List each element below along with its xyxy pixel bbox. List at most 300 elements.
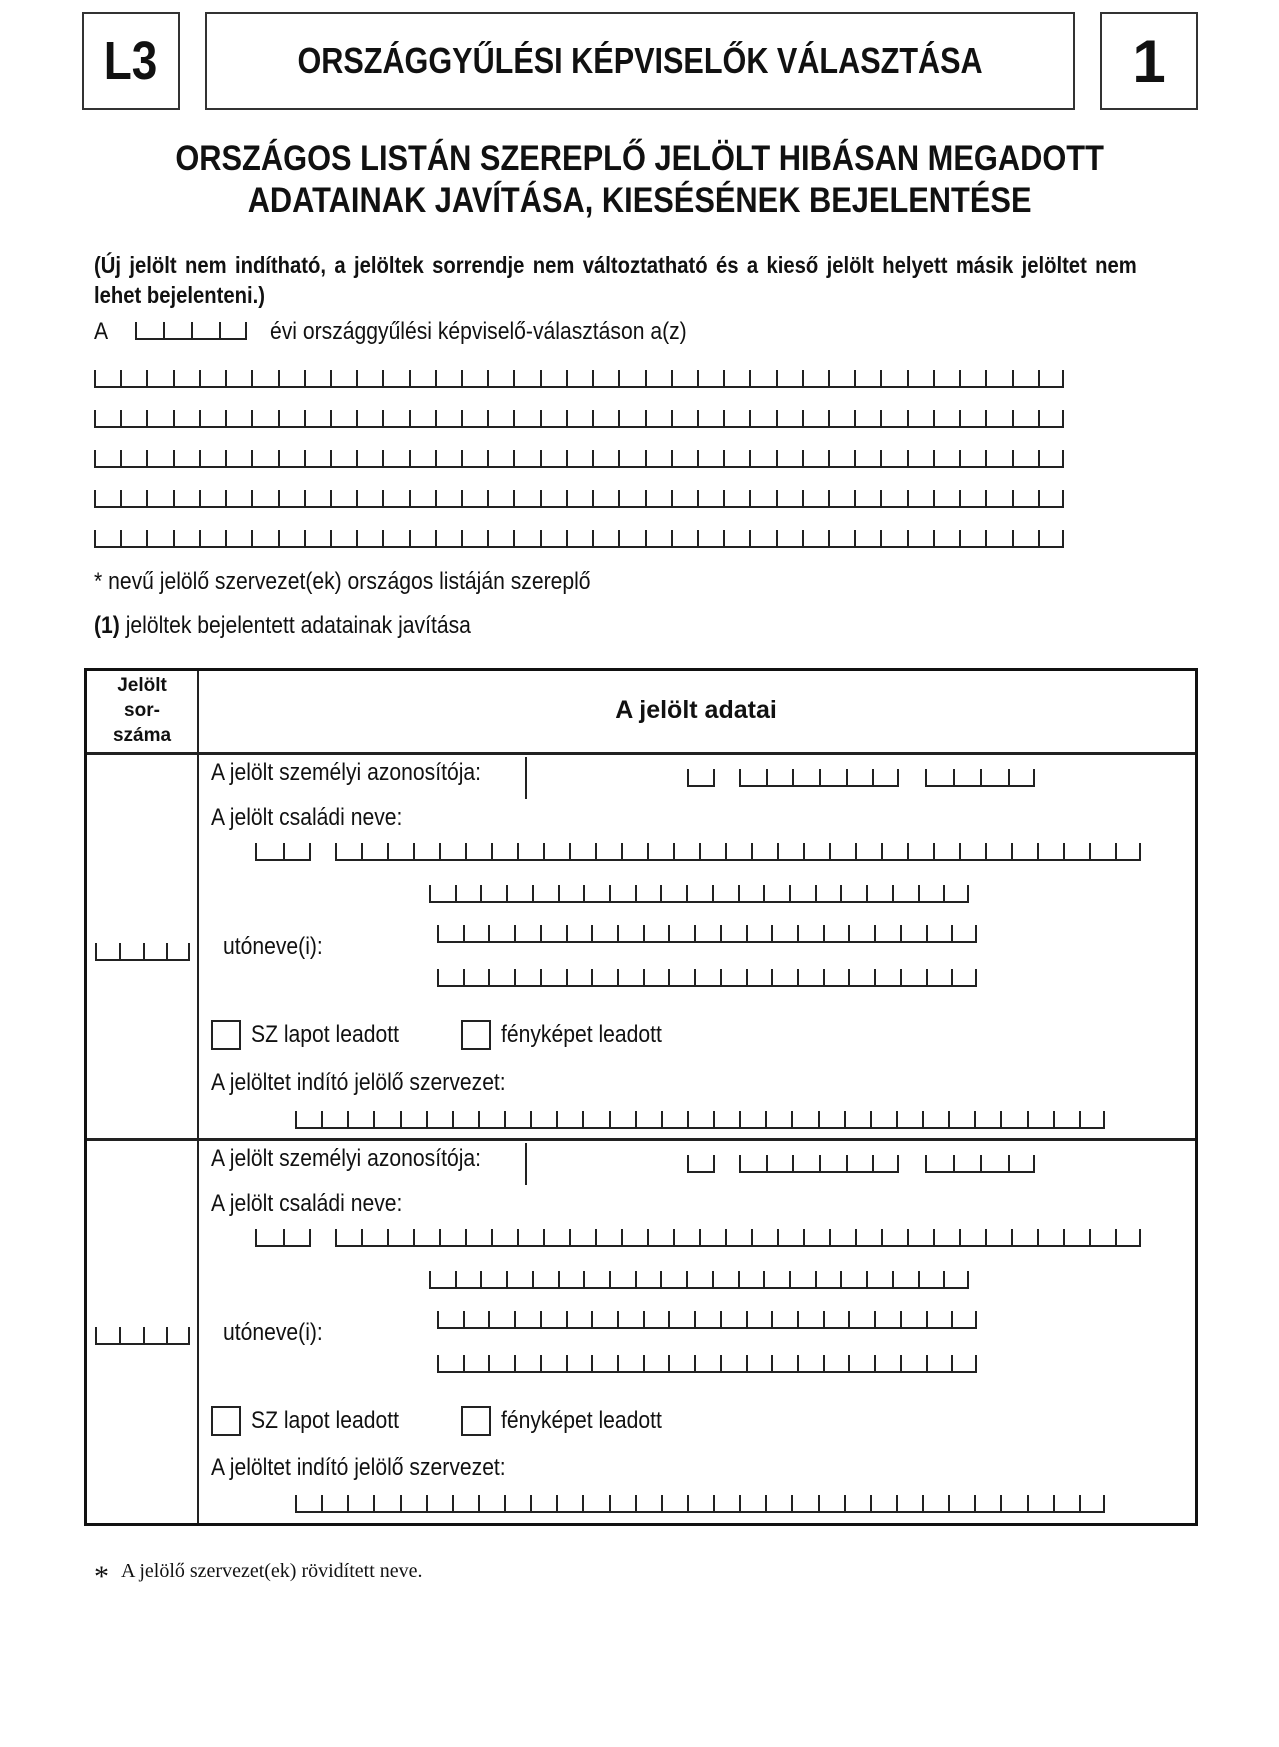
comb-tick: [712, 1271, 714, 1287]
comb-tick: [874, 925, 876, 941]
comb-tick: [855, 1229, 857, 1245]
comb-tick: [671, 490, 673, 506]
comb-tick: [188, 943, 190, 959]
comb-tick: [426, 1495, 428, 1511]
comb-tick: [866, 1271, 868, 1287]
comb-tick: [504, 1111, 506, 1127]
candidate-number-field[interactable]: [95, 939, 190, 961]
id-label: A jelölt személyi azonosítója:: [211, 759, 482, 786]
comb-tick: [618, 530, 620, 546]
comb-tick: [771, 1355, 773, 1371]
nominating-org-field[interactable]: [295, 1107, 1105, 1129]
comb-tick: [1062, 450, 1064, 466]
comb-tick: [933, 530, 935, 546]
comb-tick: [738, 885, 740, 901]
comb-tick: [609, 1271, 611, 1287]
comb-tick: [278, 490, 280, 506]
section-text: jelöltek bejelentett adatainak javítása: [119, 612, 471, 639]
org-name-line-3[interactable]: [94, 446, 1064, 468]
comb-tick: [900, 1355, 902, 1371]
comb-tick: [1000, 1495, 1002, 1511]
comb-tick: [251, 490, 253, 506]
comb-tick: [815, 1271, 817, 1287]
comb-tick: [975, 925, 977, 941]
comb-tick: [173, 490, 175, 506]
comb-tick: [413, 843, 415, 859]
comb-tick: [953, 769, 955, 785]
comb-tick: [480, 1271, 482, 1287]
comb-tick: [146, 450, 148, 466]
comb-tick: [304, 370, 306, 386]
family-name-label: A jelölt családi neve:: [211, 1190, 403, 1217]
org-line-text: * nevű jelölő szervezet(ek) országos listáján szereplő: [94, 568, 591, 595]
comb-tick: [491, 843, 493, 859]
comb-tick: [373, 1111, 375, 1127]
comb-tick: [437, 1311, 439, 1327]
org-name-line-2[interactable]: [94, 406, 1064, 428]
comb-tick: [765, 1495, 767, 1511]
comb-tick: [94, 450, 96, 466]
comb-tick: [926, 1311, 928, 1327]
comb-tick: [143, 943, 145, 959]
family-name-prefix-field[interactable]: [255, 1225, 311, 1247]
nominating-org-field[interactable]: [295, 1491, 1105, 1513]
comb-tick: [720, 1355, 722, 1371]
org-name-line-1[interactable]: [94, 366, 1064, 388]
comb-tick: [668, 925, 670, 941]
comb-tick: [591, 925, 593, 941]
comb-tick: [846, 1155, 848, 1171]
comb-tick: [309, 843, 311, 859]
comb-tick: [907, 490, 909, 506]
comb-tick: [146, 530, 148, 546]
comb-tick: [797, 925, 799, 941]
comb-tick: [985, 450, 987, 466]
comb-tick: [985, 1229, 987, 1245]
comb-tick: [304, 410, 306, 426]
comb-tick: [566, 969, 568, 985]
comb-tick: [789, 885, 791, 901]
comb-tick: [1033, 1155, 1035, 1171]
comb-tick: [645, 450, 647, 466]
col-header-number: Jelölt sor- száma: [112, 675, 172, 746]
comb-tick: [582, 1495, 584, 1511]
comb-tick: [967, 1271, 969, 1287]
candidate-table: [84, 668, 1198, 1526]
comb-tick: [435, 370, 437, 386]
comb-tick: [330, 370, 332, 386]
comb-tick: [199, 450, 201, 466]
comb-tick: [251, 450, 253, 466]
comb-tick: [120, 410, 122, 426]
comb-tick: [925, 1155, 927, 1171]
comb-tick: [933, 450, 935, 466]
comb-tick: [985, 490, 987, 506]
comb-tick: [922, 1111, 924, 1127]
family-name-field[interactable]: [335, 1225, 1141, 1247]
comb-tick: [854, 490, 856, 506]
comb-tick: [713, 769, 715, 785]
comb-tick: [461, 450, 463, 466]
comb-tick: [347, 1111, 349, 1127]
comb-tick: [797, 969, 799, 985]
comb-tick: [488, 1355, 490, 1371]
id-field-part-1[interactable]: [687, 1151, 715, 1173]
comb-tick: [566, 1355, 568, 1371]
comb-tick: [199, 410, 201, 426]
comb-tick: [356, 490, 358, 506]
comb-tick: [687, 769, 689, 785]
comb-tick: [746, 1311, 748, 1327]
comb-tick: [789, 1271, 791, 1287]
comb-tick: [948, 1111, 950, 1127]
comb-tick: [95, 1327, 97, 1343]
org-name-line-4[interactable]: [94, 486, 1064, 508]
comb-tick: [907, 450, 909, 466]
org-name-line-5[interactable]: [94, 526, 1064, 548]
comb-tick: [435, 490, 437, 506]
section-heading: [94, 612, 471, 640]
id-field-part-1[interactable]: [687, 765, 715, 787]
given-name-field-1[interactable]: [429, 881, 969, 903]
comb-tick: [429, 1271, 431, 1287]
comb-tick: [409, 490, 411, 506]
comb-tick: [543, 843, 545, 859]
comb-tick: [566, 490, 568, 506]
comb-tick: [1103, 1495, 1105, 1511]
comb-tick: [199, 370, 201, 386]
comb-tick: [566, 925, 568, 941]
comb-tick: [802, 450, 804, 466]
comb-tick: [592, 450, 594, 466]
comb-tick: [461, 530, 463, 546]
comb-tick: [330, 450, 332, 466]
comb-tick: [686, 885, 688, 901]
comb-tick: [668, 1355, 670, 1371]
comb-tick: [94, 530, 96, 546]
sz-checkbox[interactable]: [211, 1020, 241, 1050]
comb-tick: [694, 1355, 696, 1371]
comb-tick: [880, 370, 882, 386]
comb-tick: [463, 1311, 465, 1327]
comb-tick: [959, 1229, 961, 1245]
comb-tick: [1038, 490, 1040, 506]
comb-tick: [797, 1311, 799, 1327]
comb-tick: [739, 1155, 741, 1171]
comb-tick: [199, 490, 201, 506]
comb-tick: [361, 843, 363, 859]
comb-tick: [951, 1311, 953, 1327]
comb-tick: [951, 1355, 953, 1371]
comb-tick: [926, 925, 928, 941]
comb-tick: [400, 1111, 402, 1127]
comb-tick: [435, 410, 437, 426]
comb-tick: [95, 943, 97, 959]
comb-tick: [749, 450, 751, 466]
comb-tick: [487, 530, 489, 546]
comb-tick: [591, 969, 593, 985]
comb-tick: [848, 1311, 850, 1327]
comb-tick: [465, 843, 467, 859]
intro-suffix: évi országgyűlési képviselő-választáson a(z): [270, 318, 687, 345]
comb-tick: [713, 1111, 715, 1127]
comb-tick: [854, 410, 856, 426]
comb-tick: [621, 843, 623, 859]
comb-tick: [746, 925, 748, 941]
comb-tick: [1012, 410, 1014, 426]
form-title: ORSZÁGGYŰLÉSI KÉPVISELŐK VÁLASZTÁSA: [297, 40, 983, 81]
comb-tick: [635, 885, 637, 901]
comb-tick: [556, 1495, 558, 1511]
comb-tick: [487, 410, 489, 426]
comb-tick: [823, 1355, 825, 1371]
photo-checkbox[interactable]: [461, 1020, 491, 1050]
comb-tick: [426, 1111, 428, 1127]
given-name-field-2[interactable]: [437, 1307, 977, 1329]
comb-tick: [609, 1111, 611, 1127]
comb-tick: [517, 1229, 519, 1245]
comb-tick: [504, 1495, 506, 1511]
footnote-mark: *: [94, 1560, 109, 1593]
comb-tick: [382, 490, 384, 506]
comb-tick: [609, 885, 611, 901]
comb-tick: [948, 1495, 950, 1511]
given-name-field-2[interactable]: [437, 921, 977, 943]
comb-tick: [382, 530, 384, 546]
comb-tick: [671, 410, 673, 426]
comb-tick: [951, 925, 953, 941]
subtitle-line-1: ORSZÁGOS LISTÁN SZEREPLŐ JELÖLT HIBÁSAN MEGADOTT: [175, 139, 1104, 178]
form-title-box: [205, 12, 1075, 110]
comb-tick: [645, 370, 647, 386]
form-code: L3: [104, 31, 158, 91]
family-name-field[interactable]: [335, 839, 1141, 861]
comb-tick: [818, 1495, 820, 1511]
comb-tick: [802, 370, 804, 386]
comb-tick: [1079, 1111, 1081, 1127]
comb-tick: [892, 885, 894, 901]
comb-tick: [191, 322, 193, 338]
comb-tick: [514, 969, 516, 985]
comb-tick: [540, 925, 542, 941]
comb-tick: [880, 410, 882, 426]
comb-tick: [618, 410, 620, 426]
id-field-part-2[interactable]: [739, 765, 899, 787]
given-name-field-1[interactable]: [429, 1267, 969, 1289]
comb-tick: [461, 410, 463, 426]
comb-tick: [335, 1229, 337, 1245]
comb-tick: [569, 843, 571, 859]
comb-tick: [933, 1229, 935, 1245]
comb-tick: [199, 530, 201, 546]
comb-tick: [725, 843, 727, 859]
comb-tick: [592, 370, 594, 386]
comb-tick: [660, 1271, 662, 1287]
comb-tick: [828, 370, 830, 386]
comb-tick: [823, 1311, 825, 1327]
comb-tick: [517, 843, 519, 859]
comb-tick: [897, 769, 899, 785]
comb-tick: [188, 1327, 190, 1343]
comb-tick: [751, 1229, 753, 1245]
comb-tick: [925, 769, 927, 785]
comb-tick: [713, 1155, 715, 1171]
comb-tick: [566, 410, 568, 426]
comb-tick: [251, 530, 253, 546]
comb-tick: [617, 925, 619, 941]
comb-tick: [514, 1355, 516, 1371]
comb-tick: [1038, 410, 1040, 426]
comb-tick: [400, 1495, 402, 1511]
comb-tick: [513, 490, 515, 506]
comb-tick: [409, 370, 411, 386]
comb-tick: [595, 843, 597, 859]
comb-tick: [373, 1495, 375, 1511]
comb-tick: [278, 370, 280, 386]
comb-tick: [668, 1311, 670, 1327]
comb-tick: [429, 885, 431, 901]
comb-tick: [776, 530, 778, 546]
comb-tick: [617, 1311, 619, 1327]
comb-tick: [749, 490, 751, 506]
comb-tick: [846, 769, 848, 785]
comb-tick: [595, 1229, 597, 1245]
comb-tick: [1115, 1229, 1117, 1245]
comb-tick: [855, 843, 857, 859]
subtitle: [0, 138, 1279, 222]
comb-tick: [880, 450, 882, 466]
comb-tick: [1008, 1155, 1010, 1171]
given-name-field-3[interactable]: [437, 965, 977, 987]
comb-tick: [173, 450, 175, 466]
comb-tick: [437, 969, 439, 985]
given-name-field-3[interactable]: [437, 1351, 977, 1373]
comb-tick: [967, 885, 969, 901]
comb-tick: [120, 450, 122, 466]
comb-tick: [255, 843, 257, 859]
comb-tick: [530, 1111, 532, 1127]
comb-tick: [803, 1229, 805, 1245]
comb-tick: [591, 1355, 593, 1371]
comb-tick: [335, 843, 337, 859]
comb-tick: [828, 530, 830, 546]
comb-tick: [609, 1495, 611, 1511]
comb-tick: [461, 490, 463, 506]
footnote: [94, 1560, 423, 1594]
comb-tick: [1089, 843, 1091, 859]
comb-tick: [455, 1271, 457, 1287]
comb-tick: [506, 1271, 508, 1287]
comb-tick: [1053, 1495, 1055, 1511]
comb-tick: [819, 1155, 821, 1171]
comb-tick: [723, 410, 725, 426]
comb-tick: [694, 925, 696, 941]
comb-tick: [278, 410, 280, 426]
comb-tick: [874, 969, 876, 985]
comb-tick: [776, 490, 778, 506]
id-field-part-3[interactable]: [925, 765, 1035, 787]
comb-tick: [896, 1111, 898, 1127]
comb-tick: [304, 530, 306, 546]
comb-tick: [437, 925, 439, 941]
comb-tick: [543, 1229, 545, 1245]
comb-tick: [673, 1229, 675, 1245]
comb-tick: [1011, 843, 1013, 859]
comb-tick: [645, 530, 647, 546]
comb-tick: [687, 1111, 689, 1127]
comb-tick: [671, 530, 673, 546]
comb-tick: [478, 1111, 480, 1127]
comb-tick: [480, 885, 482, 901]
comb-tick: [173, 530, 175, 546]
comb-tick: [933, 490, 935, 506]
comb-tick: [829, 843, 831, 859]
comb-tick: [720, 925, 722, 941]
intro-prefix: A: [94, 318, 109, 345]
comb-tick: [166, 1327, 168, 1343]
comb-tick: [985, 530, 987, 546]
comb-tick: [791, 1495, 793, 1511]
comb-tick: [897, 1155, 899, 1171]
comb-tick: [409, 410, 411, 426]
comb-tick: [304, 490, 306, 506]
nominating-org-label: A jelöltet indító jelölő szervezet:: [211, 1454, 506, 1481]
comb-tick: [1053, 1111, 1055, 1127]
comb-tick: [295, 1111, 297, 1127]
comb-tick: [435, 450, 437, 466]
comb-tick: [513, 530, 515, 546]
year-field[interactable]: [135, 318, 247, 340]
candidate-number-field[interactable]: [95, 1323, 190, 1345]
comb-tick: [749, 410, 751, 426]
family-name-prefix-field[interactable]: [255, 839, 311, 861]
comb-tick: [540, 1311, 542, 1327]
comb-tick: [802, 410, 804, 426]
comb-tick: [463, 925, 465, 941]
subtitle-line-2: ADATAINAK JAVÍTÁSA, KIESÉSÉNEK BEJELENTÉSE: [247, 181, 1032, 220]
comb-tick: [766, 1155, 768, 1171]
comb-tick: [943, 885, 945, 901]
comb-tick: [900, 925, 902, 941]
id-field-part-3[interactable]: [925, 1151, 1035, 1173]
comb-tick: [829, 1229, 831, 1245]
comb-tick: [723, 370, 725, 386]
comb-tick: [566, 1311, 568, 1327]
comb-tick: [854, 450, 856, 466]
comb-tick: [330, 410, 332, 426]
comb-tick: [661, 1111, 663, 1127]
sz-checkbox[interactable]: [211, 1406, 241, 1436]
comb-tick: [540, 410, 542, 426]
comb-tick: [697, 490, 699, 506]
id-field-part-2[interactable]: [739, 1151, 899, 1173]
photo-checkbox[interactable]: [461, 1406, 491, 1436]
comb-tick: [712, 885, 714, 901]
comb-tick: [94, 490, 96, 506]
comb-tick: [513, 370, 515, 386]
comb-tick: [777, 1229, 779, 1245]
comb-tick: [347, 1495, 349, 1511]
comb-tick: [163, 322, 165, 338]
comb-tick: [738, 1271, 740, 1287]
comb-tick: [583, 1271, 585, 1287]
comb-tick: [487, 370, 489, 386]
photo-label: fényképet leadott: [501, 1021, 662, 1048]
comb-tick: [926, 969, 928, 985]
comb-tick: [540, 969, 542, 985]
comb-tick: [120, 530, 122, 546]
comb-tick: [870, 1111, 872, 1127]
